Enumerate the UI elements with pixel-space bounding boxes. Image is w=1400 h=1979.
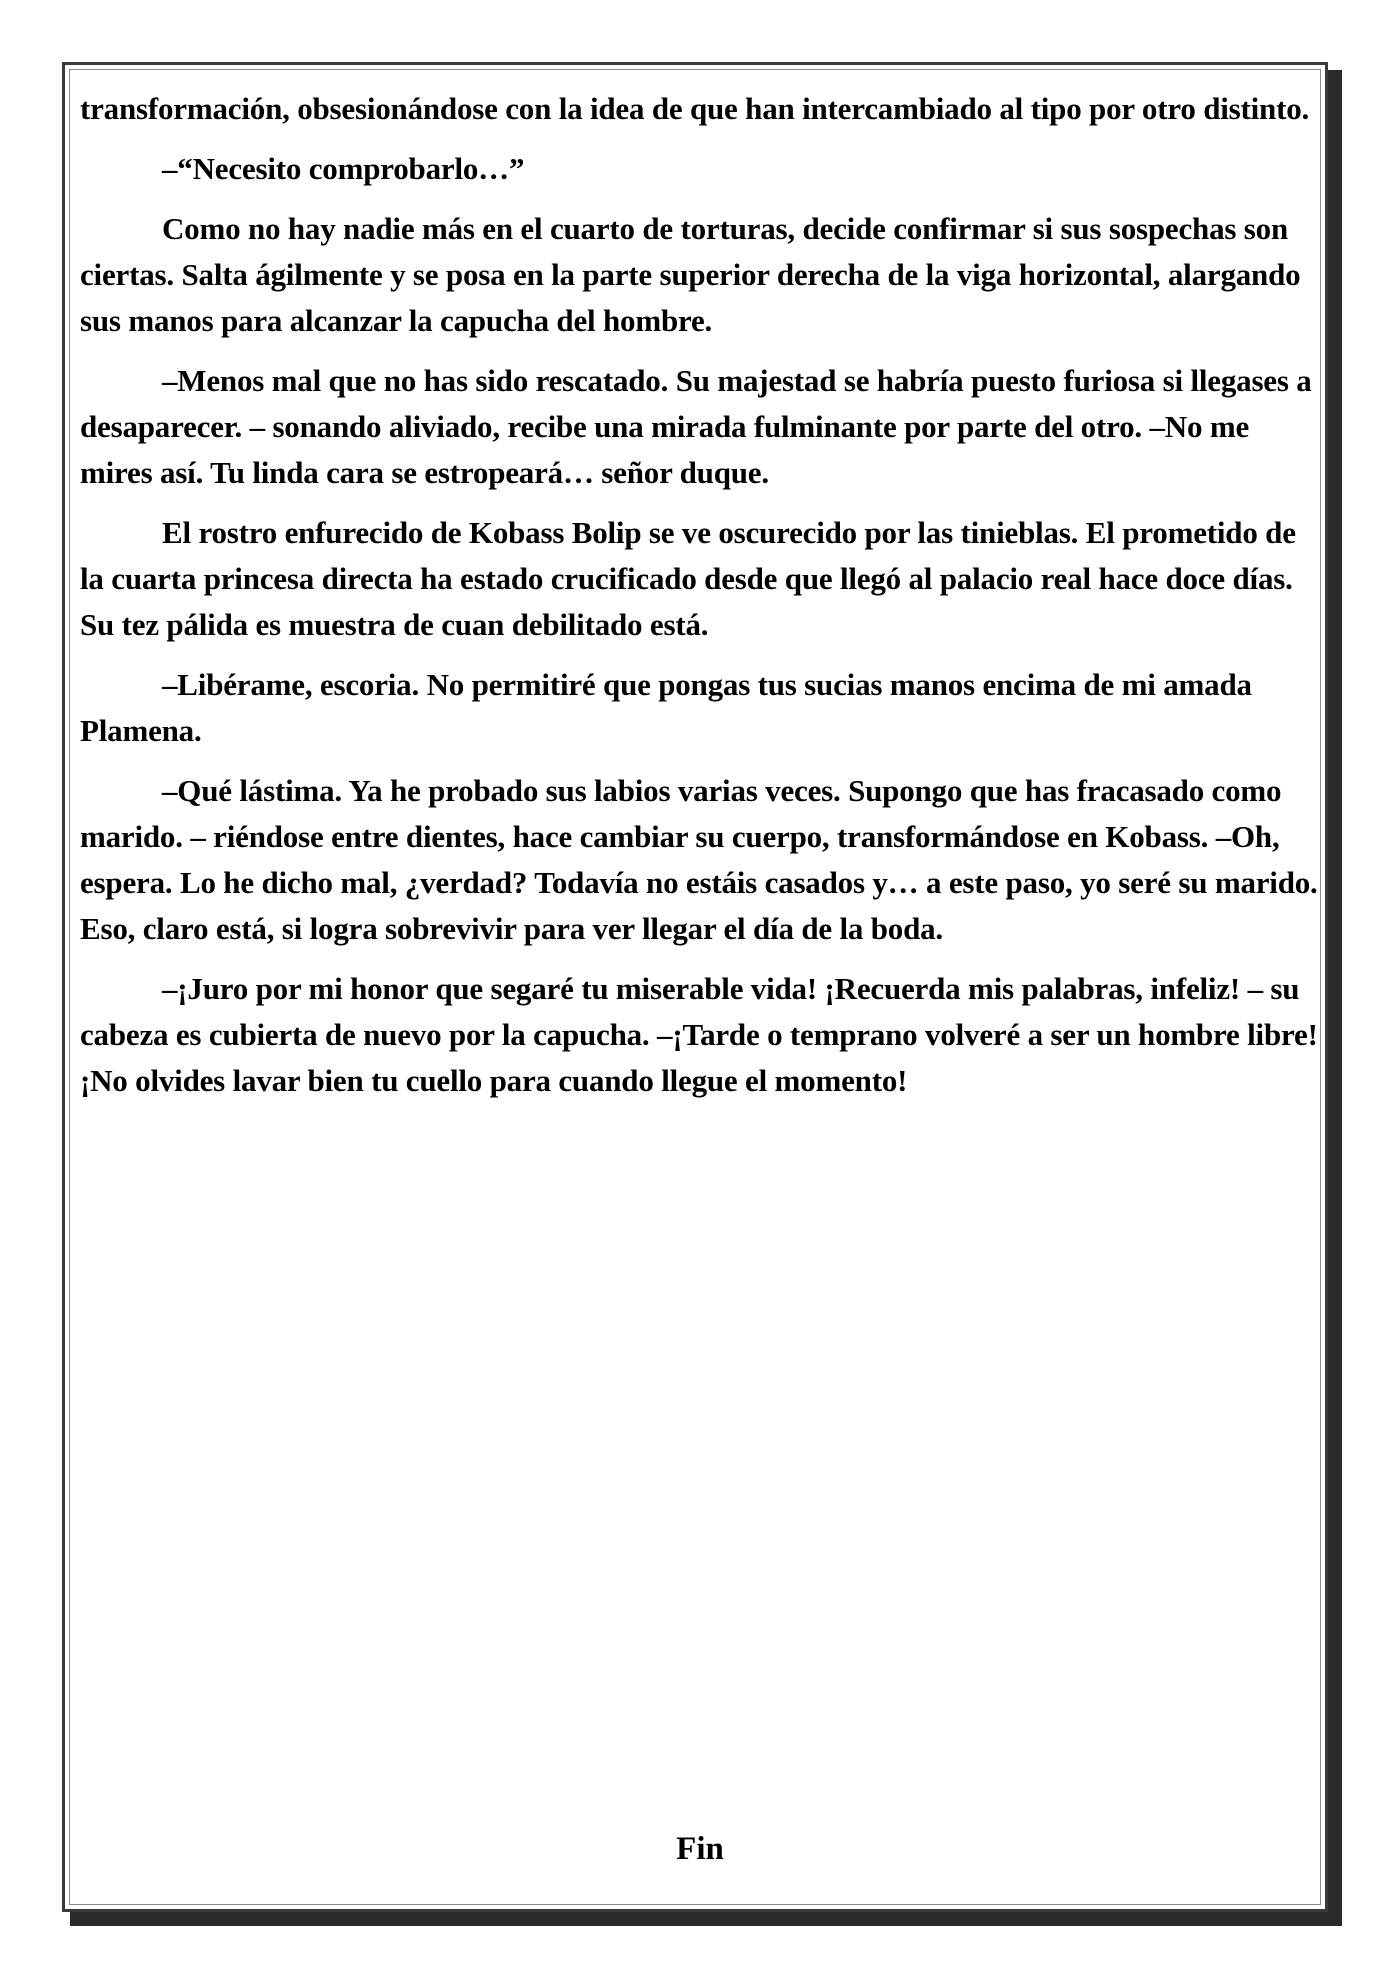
paragraph: –Libérame, escoria. No permitiré que pongas tus sucias manos encima de mi amada Plamena. — [80, 667, 1252, 748]
paragraph: –“Necesito comprobarlo…” — [162, 151, 525, 186]
paragraph: El rostro enfurecido de Kobass Bolip se ve oscurecido por las tinieblas. El prometido de la cuarta princesa directa ha estado crucificado desde que llegó al palacio real hace doce días. Su tez pálida es muestra de cuan debilitado está. — [80, 515, 1296, 642]
document-body — [80, 86, 1318, 1118]
paragraph: –Qué lástima. Ya he probado sus labios varias veces. Supongo que has fracasado como marido. – riéndose entre dientes, hace cambiar su cuerpo, transformándose en Kobass. –Oh, espera. Lo he dicho mal, ¿verdad? Todavía no estáis casados y… a este paso, yo seré su marido. Eso, claro está, si logra sobrevivir para ver llegar el día de la boda. — [80, 773, 1318, 946]
closing-text: Fin — [676, 1831, 724, 1867]
paragraph: –¡Juro por mi honor que segaré tu miserable vida! ¡Recuerda mis palabras, infeliz! – su cabeza es cubierta de nuevo por la capucha. –¡Tarde o temprano volveré a ser un hombre libre! ¡No olvides lavar bien tu cuello para cuando llegue el momento! — [80, 971, 1318, 1098]
paragraph: –Menos mal que no has sido rescatado. Su majestad se habría puesto furiosa si llegases a desaparecer. – sonando aliviado, recibe una mirada fulminante por parte del otro. –No me mires así. Tu linda cara se estropeará… señor duque. — [80, 363, 1312, 490]
paragraph: Como no hay nadie más en el cuarto de torturas, decide confirmar si sus sospechas son ciertas. Salta ágilmente y se posa en la parte superior derecha de la viga horizontal, alargando sus manos para alcanzar la capucha del hombre. — [80, 211, 1301, 338]
paragraph: transformación, obsesionándose con la idea de que han intercambiado al tipo por otro distinto. — [80, 91, 1310, 126]
